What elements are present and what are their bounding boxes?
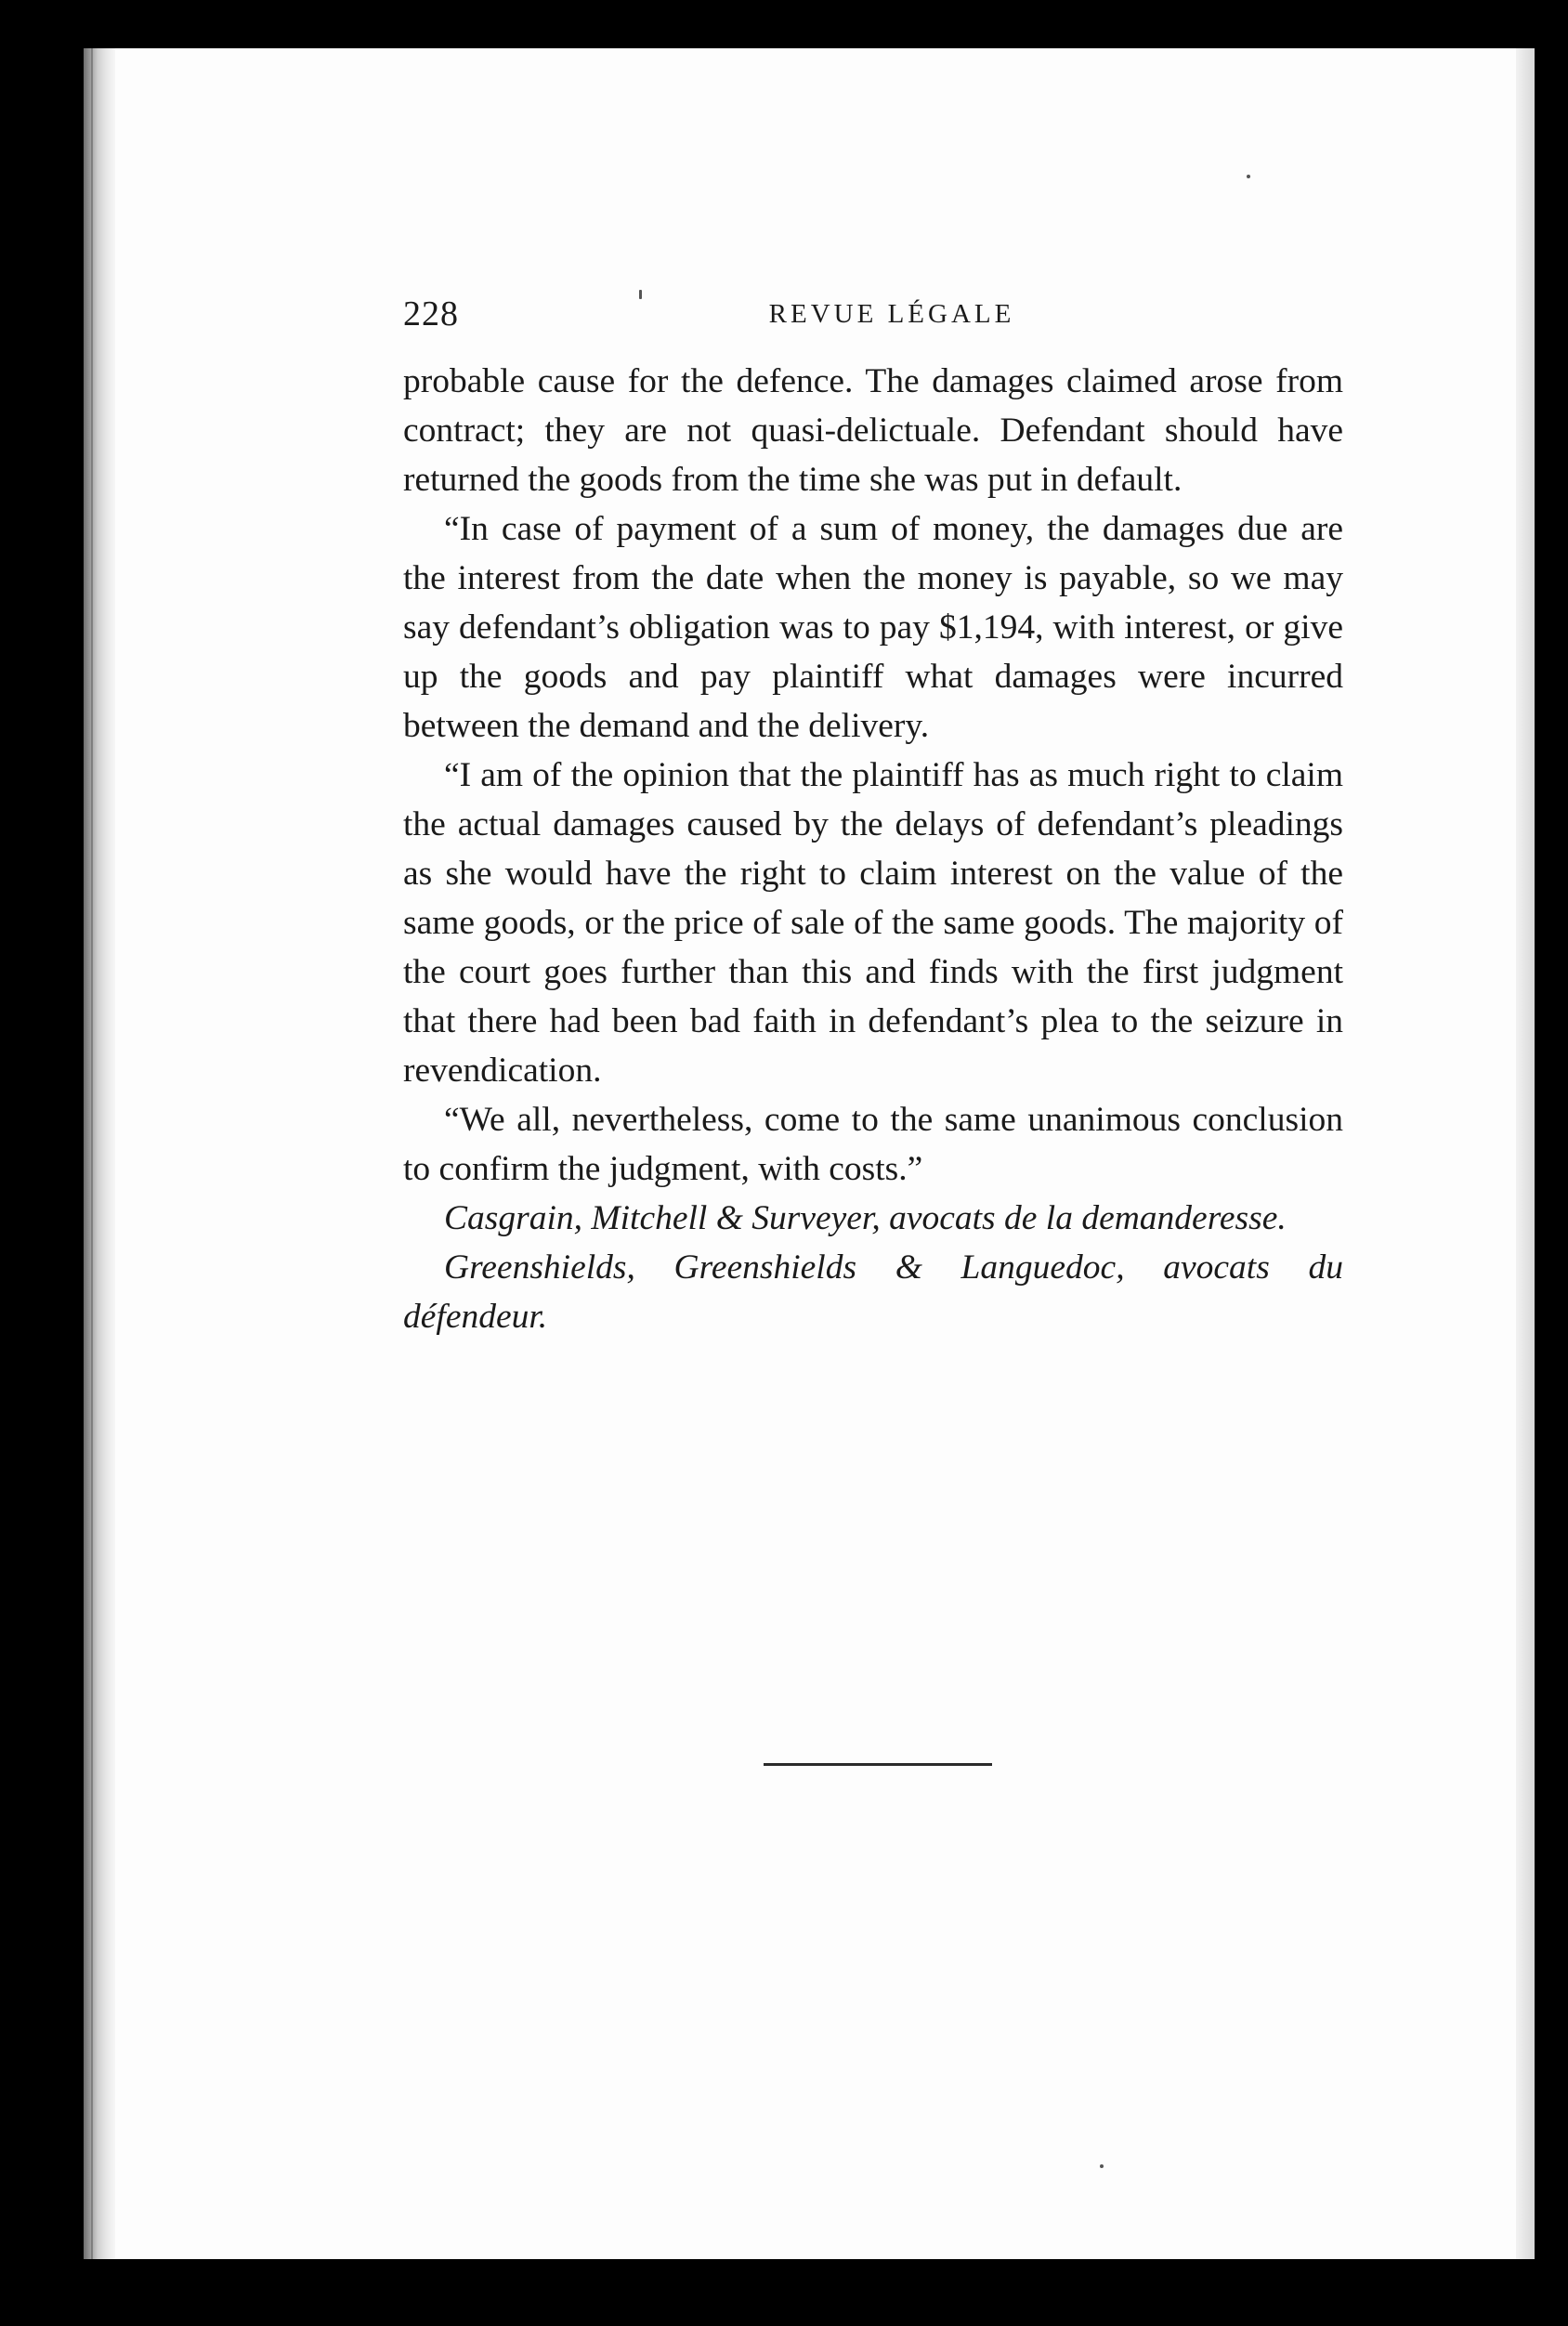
journal-title: REVUE LÉGALE: [768, 299, 1015, 329]
counsel-defendant: Greenshields, Greenshields & Languedoc, avocats du défendeur.: [403, 1248, 1343, 1336]
page-binding-edge: [84, 48, 115, 2259]
paragraph-continuation: probable cause for the defence. The damages claimed arose from contract; they are not quasi-delictuale. Defendant should have returned the goods from the time she was put in default.: [403, 362, 1343, 499]
paragraph-conclusion: “We all, nevertheless, come to the same unanimous conclusion to confirm the judgment, with costs.”: [403, 1101, 1343, 1188]
counsel-plaintiff: Casgrain, Mitchell & Surveyer, avocats de la demanderesse.: [444, 1199, 1287, 1237]
paragraph-damages-interest: “In case of payment of a sum of money, the damages due are the interest from the date when the money is payable, so we may say defendant’s obligation was to pay $1,194, with interest, or give up the goods and pay plaintiff what damages were incurred between the demand and the delivery.: [403, 510, 1343, 745]
section-end-rule: [764, 1763, 992, 1766]
page-number: 228: [403, 294, 459, 333]
scan-speck: [1100, 2164, 1104, 2168]
scan-speck: [1247, 175, 1250, 178]
running-head: [403, 279, 1343, 336]
scan-speck: [639, 290, 642, 299]
paragraph-opinion: “I am of the opinion that the plaintiff has as much right to claim the actual damages caused by the delays of defendant’s pleadings as she would have the right to claim interest on the value of the same goods, or the price of sale of the same goods. The majority of the court goes further than this and finds with the first judgment that there had been bad faith in defendant’s plea to the seizure in revendication.: [403, 756, 1343, 1090]
adjacent-page-edge: [1516, 48, 1535, 2259]
page-text-block: [403, 279, 1343, 1341]
